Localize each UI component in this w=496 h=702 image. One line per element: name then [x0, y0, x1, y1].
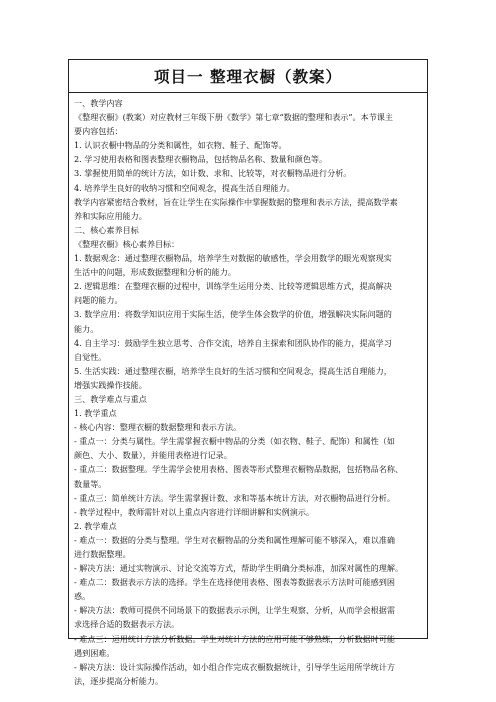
text-line: 惑。 [74, 591, 91, 602]
text-line: 3. 掌握使用简单的统计方法，如计数、求和、比较等，对衣橱物品进行分析。 [74, 168, 352, 179]
text-line: 三、教学难点与重点 [74, 393, 147, 404]
text-line: 法，逐步提高分析能力。 [74, 675, 164, 686]
page-title: 项目一 整理衣橱（教案） [154, 67, 342, 86]
text-line: 进行数据整理。 [74, 549, 131, 559]
text-line: 《整理衣橱》核心素养目标： [74, 238, 180, 249]
text-line: 生活中的问题，形成数据整理和分析的能力。 [74, 267, 236, 278]
text-line: 2. 逻辑思维：在整理衣橱的过程中，训练学生运用分类、比较等逻辑思维方式，提高解决 [74, 281, 392, 292]
text-line: 一、教学内容 [74, 98, 123, 108]
document-frame [68, 59, 428, 686]
text-line: 求选择合适的数据表示方法。 [74, 619, 180, 630]
text-line: - 难点三：运用统计方法分析数据。学生对统计方法的应用可能不够熟练，分析数据时可能 [74, 633, 395, 644]
text-line: 教学内容紧密结合教材，旨在让学生在实际操作中掌握数据的整理和表示方法，提高数学素 [74, 196, 398, 207]
text-line: - 解决方法：设计实际操作活动，如小组合作完成衣橱数据统计，引导学生运用所学统计方 [74, 661, 395, 672]
text-line: 数量等。 [74, 478, 107, 489]
text-line: 1. 认识衣橱中物品的分类和属性，如衣物、鞋子、配饰等。 [74, 140, 287, 151]
text-line: 遇到困难。 [74, 647, 115, 658]
text-line: - 重点三：简单统计方法。学生需掌握计数、求和等基本统计方法，对衣橱物品进行分析。 [74, 492, 395, 503]
text-line: - 重点一：分类与属性。学生需掌握衣橱中物品的分类（如衣物、鞋子、配饰）和属性（如 [74, 436, 395, 447]
text-line: 养和实际应用能力。 [74, 210, 147, 221]
text-line: 能力。 [74, 323, 99, 334]
text-line: 5. 生活实践：通过整理衣橱，培养学生良好的生活习惯和空间观念，提高生活自理能力， [74, 365, 392, 376]
text-line: 1. 教学重点 [74, 408, 117, 419]
text-line: 增强实践操作技能。 [74, 379, 147, 390]
document-body [69, 93, 427, 688]
text-line: 1. 数据观念：通过整理衣橱物品，培养学生对数据的敏感性，学会用数学的眼光观察现实 [74, 253, 392, 264]
text-line: 问题的能力。 [74, 295, 123, 306]
text-line: 4. 培养学生良好的收纳习惯和空间观念，提高生活自理能力。 [74, 182, 295, 193]
text-line: - 解决方法：教师可提供不同场景下的数据表示示例，让学生观察、分析，从而学会根据需 [74, 605, 395, 616]
text-line: - 解决方法：通过实物演示、讨论交流等方式，帮助学生明确分类标准，加深对属性的理解。 [74, 563, 404, 574]
text-line: 自觉性。 [74, 351, 107, 362]
text-line: 2. 教学难点 [74, 520, 117, 531]
text-line: - 核心内容：整理衣橱的数据整理和表示方法。 [74, 422, 242, 433]
text-line: - 难点二：数据表示方法的选择。学生在选择使用表格、图表等数据表示方法时可能感到困 [74, 577, 395, 588]
text-line: 2. 学习使用表格和图表整理衣橱物品，包括物品名称、数量和颜色等。 [74, 154, 328, 165]
title-row [69, 60, 427, 93]
text-line: - 教学过程中，教师需针对以上重点内容进行详细讲解和实例演示。 [74, 506, 315, 517]
text-line: 3. 数学应用：将数学知识应用于实际生活，使学生体会数学的价值，增强解决实际问题的 [74, 309, 392, 320]
text-line: 4. 自主学习：鼓励学生独立思考、合作交流，培养自主探索和团队协作的能力，提高学习 [74, 337, 392, 348]
text-line: 要内容包括： [74, 126, 123, 137]
text-line: - 难点一：数据的分类与整理。学生对衣橱物品的分类和属性理解可能不够深入，难以准确 [74, 534, 395, 545]
text-line: - 重点二：数据整理。学生需学会使用表格、图表等形式整理衣橱物品数据，包括物品名称、 [74, 464, 404, 475]
text-line: 颜色、大小、数量），并能用表格进行记录。 [74, 450, 232, 461]
text-line: 二、核心素养目标 [74, 224, 139, 235]
text-line: 《整理衣橱》(教案）对应教材三年级下册《数学》第七章“数据的整理和表示”。本节课主 [74, 112, 393, 123]
